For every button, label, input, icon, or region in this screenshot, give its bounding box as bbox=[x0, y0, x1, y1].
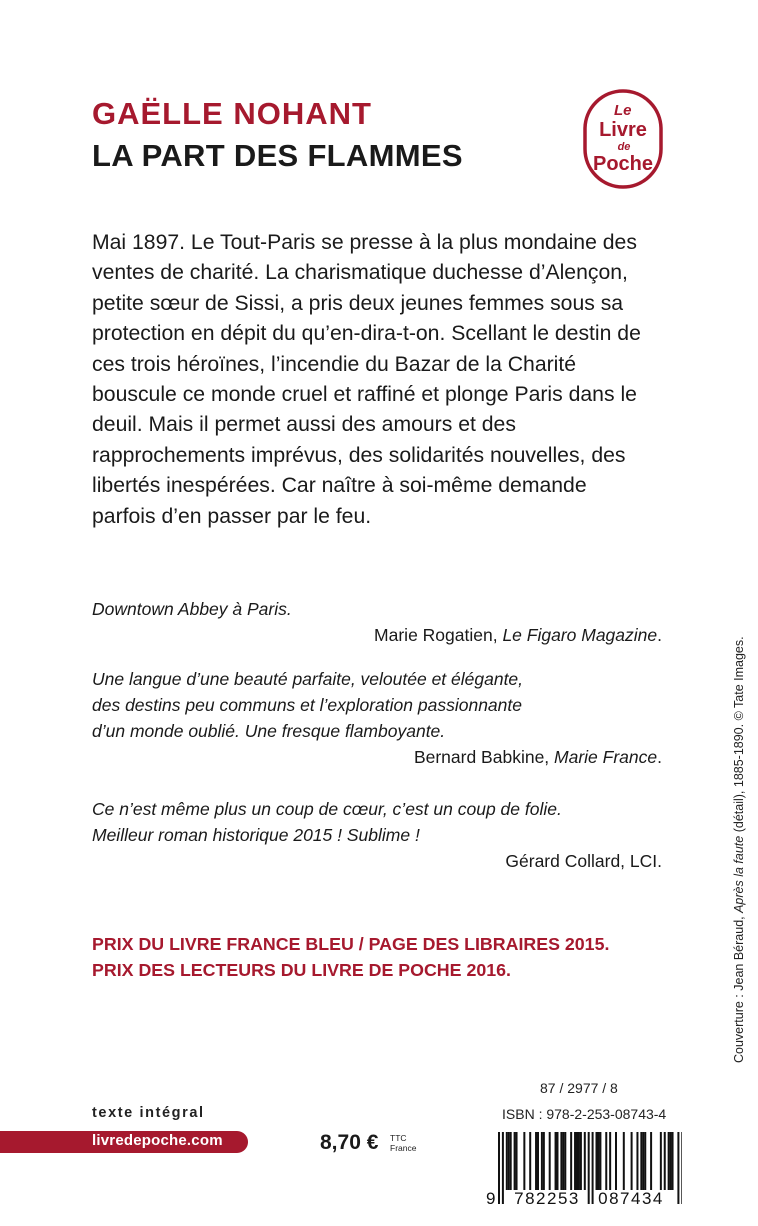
book-summary: Mai 1897. Le Tout-Paris se presse à la plus mondaine des ventes de charité. La charismatique duchesse d’Alençon, petite sœur de Sissi, a pris deux jeunes femmes sous sa protection en dépit du qu’en-dira-t-on. Scellant le destin de ces trois héroïnes, l’incendie du Bazar de la Charité bouscule ce monde cruel et raffiné et plonge Paris dans le deuil. Mais il permet aussi des amours et des rapprochements imprévus, des solidarités nouvelles, des libertés inespérées. Car naître à soi-même demande parfois d’en passer par le feu. bbox=[92, 231, 641, 528]
review-quote-line: Downtown Abbey à Paris. bbox=[92, 599, 292, 619]
credit-work: Après la faute bbox=[732, 835, 746, 913]
barcode-bar bbox=[580, 1132, 582, 1190]
review-quote-line: Ce n’est même plus un coup de cœur, c’est un coup de folie. bbox=[92, 799, 562, 819]
barcode-bar bbox=[555, 1132, 557, 1190]
barcode-bar bbox=[623, 1132, 625, 1190]
review-quote-line: d’un monde oublié. Une fresque flamboyante. bbox=[92, 721, 446, 741]
price-tax-note bbox=[390, 1133, 416, 1153]
website-link[interactable]: livredepoche.com bbox=[92, 1132, 223, 1149]
credit-suffix: (détail), 1885-1890. © Tate Images. bbox=[732, 636, 746, 836]
review-author: Gérard Collard, LCI. bbox=[505, 851, 662, 871]
review-3 bbox=[92, 796, 662, 874]
barcode-bar bbox=[516, 1132, 518, 1190]
barcode-bar bbox=[670, 1132, 672, 1190]
barcode-bar bbox=[677, 1132, 679, 1204]
barcode-right-group: 087434 bbox=[598, 1189, 664, 1206]
barcode-bar bbox=[664, 1132, 666, 1190]
barcode-bar bbox=[560, 1132, 562, 1190]
barcode-bar bbox=[541, 1132, 543, 1190]
book-title: LA PART DES FLAMMES bbox=[92, 138, 463, 173]
barcode-bar bbox=[605, 1132, 607, 1190]
publisher-logo bbox=[582, 88, 664, 190]
logo-word-de: de bbox=[617, 141, 631, 153]
barcode-bar bbox=[615, 1132, 617, 1190]
catalog-code: 87 / 2977 / 8 bbox=[540, 1080, 618, 1096]
france-label: France bbox=[390, 1143, 417, 1153]
isbn: ISBN : 978-2-253-08743-4 bbox=[502, 1106, 667, 1122]
barcode-bar bbox=[660, 1132, 662, 1190]
ttc-label: TTC bbox=[390, 1133, 407, 1143]
price: 8,70 € bbox=[320, 1131, 379, 1154]
review-author: Bernard Babkine, bbox=[413, 747, 555, 767]
barcode-left-group: 782253 bbox=[514, 1189, 580, 1206]
barcode-bar bbox=[549, 1132, 551, 1190]
barcode bbox=[484, 1132, 682, 1206]
barcode-bar bbox=[584, 1132, 586, 1190]
barcode-bar bbox=[644, 1132, 646, 1190]
barcode-bar bbox=[562, 1132, 564, 1190]
barcode-bar bbox=[650, 1132, 652, 1190]
barcode-bar bbox=[537, 1132, 539, 1190]
review-outlet: Le Figaro Magazine bbox=[502, 625, 658, 645]
review-source bbox=[92, 622, 662, 648]
barcode-bar bbox=[514, 1132, 516, 1190]
logo-word-poche: Poche bbox=[592, 153, 654, 175]
review-end: . bbox=[657, 625, 662, 645]
barcode-bar bbox=[668, 1132, 670, 1190]
review-end: . bbox=[657, 747, 662, 767]
barcode-bar bbox=[543, 1132, 545, 1190]
barcode-bar bbox=[640, 1132, 642, 1190]
barcode-bar bbox=[592, 1132, 594, 1204]
barcode-bar bbox=[609, 1132, 611, 1190]
barcode-bar bbox=[642, 1132, 644, 1190]
texte-integral-label: texte intégral bbox=[92, 1105, 205, 1121]
barcode-bar bbox=[502, 1132, 504, 1204]
barcode-bar bbox=[523, 1132, 525, 1190]
barcode-first-digit: 9 bbox=[486, 1189, 496, 1206]
barcode-bar bbox=[498, 1132, 500, 1204]
review-quote-line: Une langue d’une beauté parfaite, veloutée et élégante, bbox=[92, 669, 524, 689]
barcode-bar bbox=[636, 1132, 638, 1190]
review-quote-line: Meilleur roman historique 2015 ! Sublime ! bbox=[92, 825, 420, 845]
barcode-bar bbox=[578, 1132, 580, 1190]
credit-prefix: Couverture : Jean Béraud, bbox=[732, 912, 746, 1063]
barcode-bar bbox=[588, 1132, 590, 1204]
cover-credit bbox=[732, 636, 746, 1063]
barcode-bar bbox=[564, 1132, 566, 1190]
review-1 bbox=[92, 596, 662, 648]
barcode-bar bbox=[529, 1132, 531, 1190]
barcode-bar bbox=[681, 1132, 682, 1204]
barcode-bar bbox=[570, 1132, 572, 1190]
author-name: GAËLLE NOHANT bbox=[92, 96, 372, 131]
logo-word-le: Le bbox=[614, 102, 632, 119]
barcode-bar bbox=[672, 1132, 674, 1190]
barcode-bar bbox=[631, 1132, 633, 1190]
barcode-bar bbox=[599, 1132, 601, 1190]
review-quote-line: des destins peu communs et l’exploration passionnante bbox=[92, 695, 522, 715]
barcode-bar bbox=[576, 1132, 578, 1190]
barcode-bar bbox=[596, 1132, 598, 1190]
barcode-bar bbox=[574, 1132, 576, 1190]
barcode-bar bbox=[535, 1132, 537, 1190]
logo-word-livre: Livre bbox=[599, 119, 647, 141]
barcode-bar bbox=[506, 1132, 508, 1190]
prize-line: PRIX DES LECTEURS DU LIVRE DE POCHE 2016. bbox=[92, 960, 511, 980]
barcode-bar bbox=[510, 1132, 512, 1190]
prize-line: PRIX DU LIVRE FRANCE BLEU / PAGE DES LIBRAIRES 2015. bbox=[92, 934, 610, 954]
review-2 bbox=[92, 666, 662, 770]
review-author: Marie Rogatien, bbox=[374, 625, 503, 645]
barcode-bar bbox=[597, 1132, 599, 1190]
barcode-bar bbox=[508, 1132, 510, 1190]
review-source bbox=[92, 744, 662, 770]
review-outlet: Marie France bbox=[554, 747, 658, 767]
barcode-bar bbox=[557, 1132, 559, 1190]
review-source bbox=[92, 848, 662, 874]
